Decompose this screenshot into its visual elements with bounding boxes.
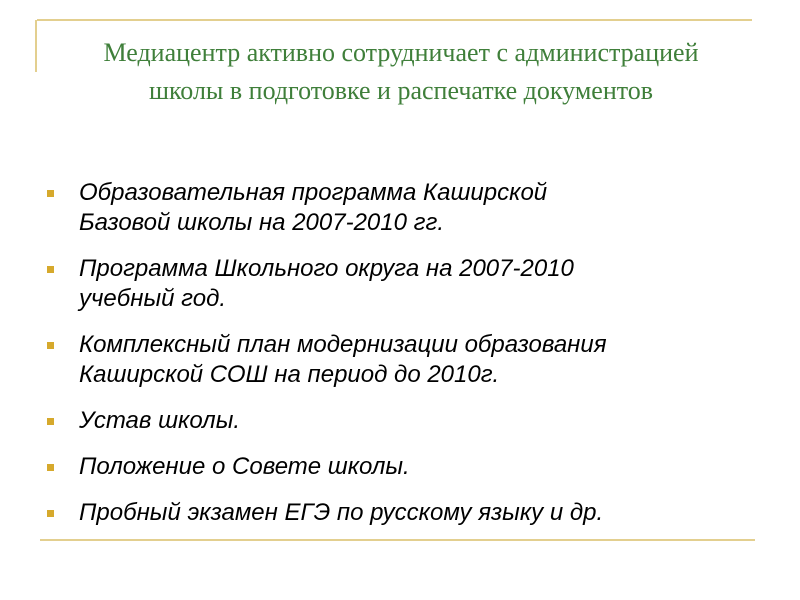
list-item [44, 330, 764, 390]
list-item [44, 498, 764, 528]
left-divider [35, 20, 37, 72]
list-item-line-1: Пробный экзамен ЕГЭ по русскому языку и др. [79, 499, 604, 526]
bullet-square-icon [47, 510, 54, 517]
list-item-line-2: Базовой школы на 2007-2010 гг. [79, 209, 444, 236]
list-item [44, 452, 764, 482]
slide-title-line-2: школы в подготовке и распечатке документов [148, 76, 654, 105]
list-item-line-1: Комплексный план модернизации образования [79, 331, 607, 358]
list-item-line-2: Каширской СОШ на период до 2010г. [79, 361, 500, 388]
list-item-line-1: Программа Школьного округа на 2007-2010 [79, 255, 574, 282]
bullet-square-icon [47, 464, 54, 471]
bullet-list [44, 178, 764, 544]
list-item [44, 406, 764, 436]
bullet-square-icon [47, 190, 54, 197]
list-item-line-1: Образовательная программа Каширской [79, 179, 548, 206]
list-item-line-2: учебный год. [79, 285, 226, 312]
slide-title-line-1: Медиацентр активно сотрудничает с администрацией [103, 38, 699, 67]
bullet-square-icon [47, 342, 54, 349]
bottom-divider [40, 539, 755, 541]
top-divider [37, 19, 752, 21]
list-item [44, 178, 764, 238]
list-item-line-1: Устав школы. [79, 407, 241, 434]
bullet-square-icon [47, 418, 54, 425]
list-item [44, 254, 764, 314]
list-item-line-1: Положение о Совете школы. [79, 453, 410, 480]
slide-title [40, 34, 762, 110]
bullet-square-icon [47, 266, 54, 273]
